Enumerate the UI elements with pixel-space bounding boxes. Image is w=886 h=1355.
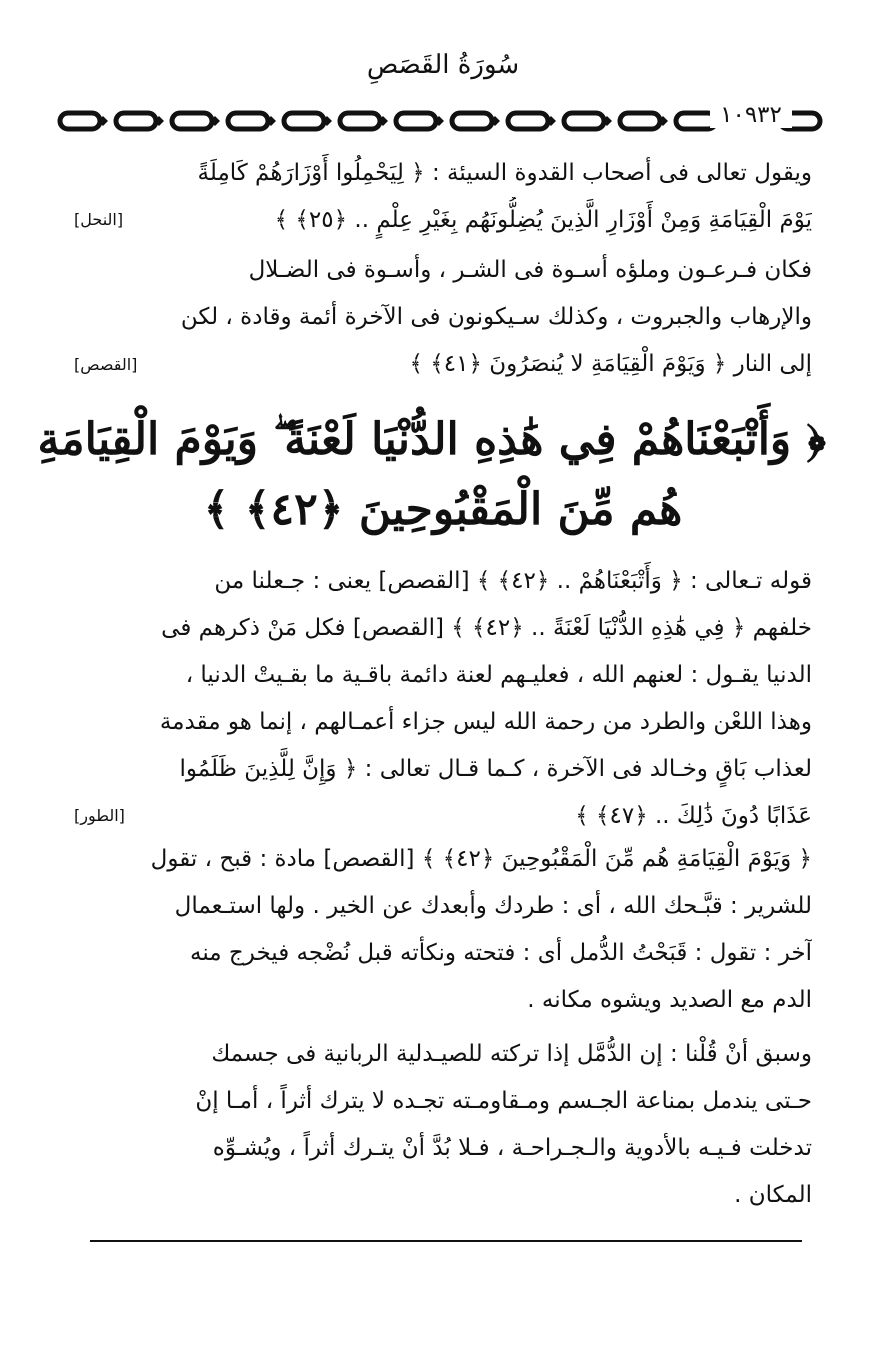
text-line: المكان . bbox=[734, 1182, 812, 1208]
text-line: للشرير : قبَّـحك الله ، أى : طردك وأبعدك عن الخير . ولها استـعمال bbox=[174, 893, 812, 919]
text-line: قوله تـعالى : ﴿ وَأَتْبَعْنَاهُمْ .. ﴿٤٢﴾ ﴾ [القصص] يعنى : جـعلنا من bbox=[214, 568, 812, 594]
ornament-band bbox=[56, 104, 824, 138]
text-line: عَذَابًا دُونَ ذَٰلِكَ .. ﴿٤٧﴾ ﴾ bbox=[575, 803, 812, 829]
surah-reference: [الطور] bbox=[74, 806, 125, 825]
paragraph-1 bbox=[74, 150, 812, 244]
text-line: خلفهم ﴿ فِي هَٰذِهِ الدُّنْيَا لَعْنَةً .. ﴿٤٢﴾ ﴾ [القصص] فكل مَنْ ذكرهم فى bbox=[161, 615, 812, 641]
text-line: الدم مع الصديد ويشوه مكانه . bbox=[527, 987, 812, 1013]
text-line: آخر : تقول : قَبَحْتُ الدُّمل أى : فتحته ونكأته قبل نُضْجه فيخرج منه bbox=[190, 940, 812, 966]
verse-line: هُم مِّنَ الْمَقْبُوحِينَ ﴿٤٢﴾ ﴾ bbox=[203, 484, 683, 535]
text-line: فكان فـرعـون وملؤه أسـوة فى الشـر ، وأسـوة فى الضـلال bbox=[248, 257, 812, 283]
surah-reference: [القصص] bbox=[74, 355, 138, 374]
text-line: حـتى يندمل بمناعة الجـسم ومـقاومـته تجـده لا يترك أثراً ، أمـا إنْ bbox=[195, 1088, 812, 1114]
text-line: وسبق أنْ قُلْنا : إن الدُّمَّل إذا تركته للصيـدلية الربانية فى جسمك bbox=[211, 1041, 812, 1067]
commentary-3 bbox=[74, 1031, 812, 1219]
footer-rule bbox=[90, 1240, 802, 1242]
text-line: تدخلت فـيـه بالأدوية والـجـراحـة ، فـلا بُدَّ أنْ يتـرك أثراً ، ويُشـوِّه bbox=[212, 1135, 812, 1161]
verse-line: ﴿ وَأَتْبَعْنَاهُمْ فِي هَٰذِهِ الدُّنْيَا لَعْنَةً ۖ وَيَوْمَ الْقِيَامَةِ bbox=[37, 414, 826, 465]
text-line: الدنيا يقـول : لعنهم الله ، فعليـهم لعنة دائمة باقـية ما بقـيتْ الدنيا ، bbox=[185, 662, 812, 688]
text-line: والإرهاب والجبروت ، وكذلك سـيكونون فى الآخرة أئمة وقادة ، لكن bbox=[180, 304, 812, 330]
text-line: ويقول تعالى فى أصحاب القدوة السيئة : ﴿ لِيَحْمِلُوا أَوْزَارَهُمْ كَامِلَةً bbox=[197, 160, 812, 186]
text-line bbox=[74, 197, 812, 244]
text-line-content: يَوْمَ الْقِيَامَةِ وَمِنْ أَوْزَارِ الَّذِينَ يُضِلُّونَهُم بِغَيْرِ عِلْمٍ .. ﴿٢٥﴾ ﴾ bbox=[274, 207, 812, 233]
paragraph-2 bbox=[74, 247, 812, 388]
text-line: إلى النار ﴿ وَيَوْمَ الْقِيَامَةِ لا يُنصَرُونَ ﴿٤١﴾ ﴾ bbox=[409, 351, 812, 377]
quran-verse bbox=[37, 405, 826, 545]
text-line: لعذاب بَاقٍ وخـالد فى الآخرة ، كـما قـال تعالى : ﴿ وَإِنَّ لِلَّذِينَ ظَلَمُوا bbox=[179, 756, 812, 782]
text-line: وهذا اللعْن والطرد من رحمة الله ليس جزاء أعمـالهم ، إنما هو مقدمة bbox=[159, 709, 812, 735]
surah-reference: [النحل] bbox=[74, 210, 124, 229]
text-line: ﴿ وَيَوْمَ الْقِيَامَةِ هُم مِّنَ الْمَقْبُوحِينَ ﴿٤٢﴾ ﴾ [القصص] مادة : قبح ، تقول bbox=[150, 846, 812, 872]
surah-title: سُورَةُ القَصَصِ bbox=[366, 50, 520, 80]
page-number: ١٠٩٣٢ bbox=[710, 102, 792, 128]
commentary-1 bbox=[74, 558, 812, 840]
commentary-2 bbox=[74, 836, 812, 1024]
